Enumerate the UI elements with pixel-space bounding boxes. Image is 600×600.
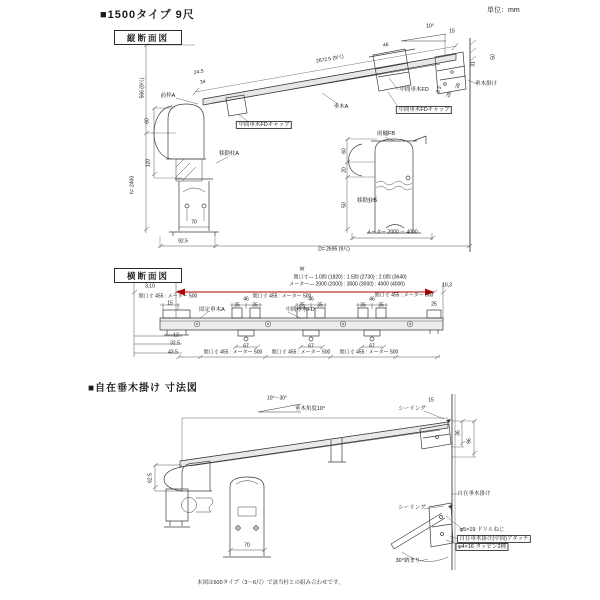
part-label: 中間垂木FDキャップ: [236, 121, 292, 129]
dim-label: 24.5: [193, 68, 205, 77]
dim-label: 46: [382, 41, 390, 49]
dim-label: 35: [378, 302, 384, 309]
dim-label: 15: [167, 300, 173, 307]
dim-label: 10°～30°: [266, 395, 288, 402]
dim-label: 2672.5 (9尺): [315, 53, 345, 65]
dim-label: 25: [431, 301, 437, 308]
dim-label: 46: [308, 296, 314, 303]
dim-label: 間口寸 455 : メーター 500: [271, 349, 331, 356]
dim-label: 10,3: [442, 282, 452, 289]
part-label: 垂木A: [333, 103, 349, 110]
dim-label: 67: [369, 343, 375, 350]
part-label: 自在垂木掛け(中間)アタッチ: [457, 535, 531, 543]
dim-label: 35: [360, 302, 366, 309]
footnote: 本図は600タイプ（3～6尺）で該当柱との組み合わせです。: [197, 580, 344, 586]
dim-label: h= 2400: [129, 175, 136, 195]
dim-label: 20: [341, 167, 348, 173]
dim-label: 70: [244, 542, 250, 549]
dim-label: 120: [145, 158, 152, 168]
dim-label: 46: [369, 296, 375, 303]
dim-label: 34: [199, 78, 207, 86]
part-label: 垂木角度10°: [294, 405, 326, 412]
dim-label: 50: [341, 202, 348, 208]
page-title: ■1500タイプ 9尺: [100, 9, 195, 21]
part-label: 固定垂木A: [199, 306, 225, 313]
dim-label: 35: [252, 302, 258, 309]
dim-label: 35: [317, 302, 323, 309]
dim-label: 50: [490, 54, 497, 60]
dim-label: 8.5: [435, 85, 444, 95]
dim-label: 間口寸 455 : メーター 500: [339, 349, 399, 356]
part-label: φ4×16 タッピン2種: [455, 543, 508, 551]
part-label: 中間垂木FDキャップ: [396, 106, 452, 114]
part-label: φ5×19 ドリルねじ: [459, 526, 505, 533]
dim-label: 28: [445, 91, 454, 99]
dim-label: 70: [191, 219, 197, 226]
part-label: 移動柱B: [356, 197, 378, 204]
s2-linework: [132, 283, 446, 359]
section-heading-rafter-hanger: ■自在垂木掛け 寸法図: [88, 383, 198, 394]
dim-label: 3,10: [145, 283, 155, 290]
part-label: シーリング: [398, 405, 426, 412]
part-label: 自在垂木掛け: [457, 490, 491, 497]
dim-label: 566 (9尺): [139, 77, 146, 99]
dim-label: 62.5: [147, 473, 154, 483]
dim-label: 15: [449, 28, 455, 35]
unit-label: 単位：mm: [487, 7, 520, 14]
dim-label: メーター 2000 ～ 4000: [366, 229, 418, 236]
dim-label: 間口寸 455 : メーター 500: [203, 349, 263, 356]
dim-label: 10°: [426, 23, 434, 30]
dim-label: 43.5: [168, 349, 178, 356]
dim-label: 12: [173, 332, 179, 339]
dim-label: W: [299, 266, 305, 273]
dim-label: D= 2695 (9尺): [318, 246, 350, 253]
part-label: 垂木掛け: [474, 80, 498, 87]
part-label: 中間垂木FD: [285, 306, 315, 313]
dim-label: 46: [243, 296, 249, 303]
section-label-text: 横断面図: [126, 270, 169, 281]
dim-label: 間口寸--- 1.0間 (1820) : 1.5間 (2730) : 2.0間 (3640): [293, 274, 407, 281]
dim-label: メーター--- 2000 (2000) : 3000 (3000) : 4000 (4000): [289, 281, 405, 288]
dim-label: 35: [234, 302, 240, 309]
part-label: シーリング: [398, 504, 426, 511]
dim-label: 間口寸 455 : メーター 500: [374, 292, 434, 299]
dim-label: 15: [428, 397, 434, 404]
dim-label: 35: [299, 302, 305, 309]
part-label: 中間垂木FD: [399, 86, 429, 93]
dim-label: 間口寸 455 : メーター 500: [138, 293, 198, 300]
dim-label: 60: [144, 118, 151, 124]
dim-label: 67: [308, 343, 314, 350]
part-label: 前枠A: [160, 92, 176, 99]
dim-label: 67: [243, 343, 249, 350]
dim-label: 92.5: [178, 238, 188, 245]
dim-label: 60: [341, 148, 348, 154]
dim-label: 間口寸 455 : メーター 500: [252, 293, 312, 300]
part-label: 移動柱A: [218, 150, 240, 157]
s3-linework: [153, 394, 477, 570]
dim-label: 36: [455, 430, 462, 436]
dim-label: 96: [466, 438, 473, 444]
part-label: 30°納まり: [395, 557, 421, 564]
section-label-text: 縦断面図: [126, 32, 169, 43]
dim-label: 32.5: [170, 340, 180, 347]
s1-linework: [144, 34, 477, 252]
part-label: 雨樋FB: [376, 130, 396, 137]
dim-label: 31: [470, 61, 477, 67]
dim-label: 26: [454, 82, 463, 90]
